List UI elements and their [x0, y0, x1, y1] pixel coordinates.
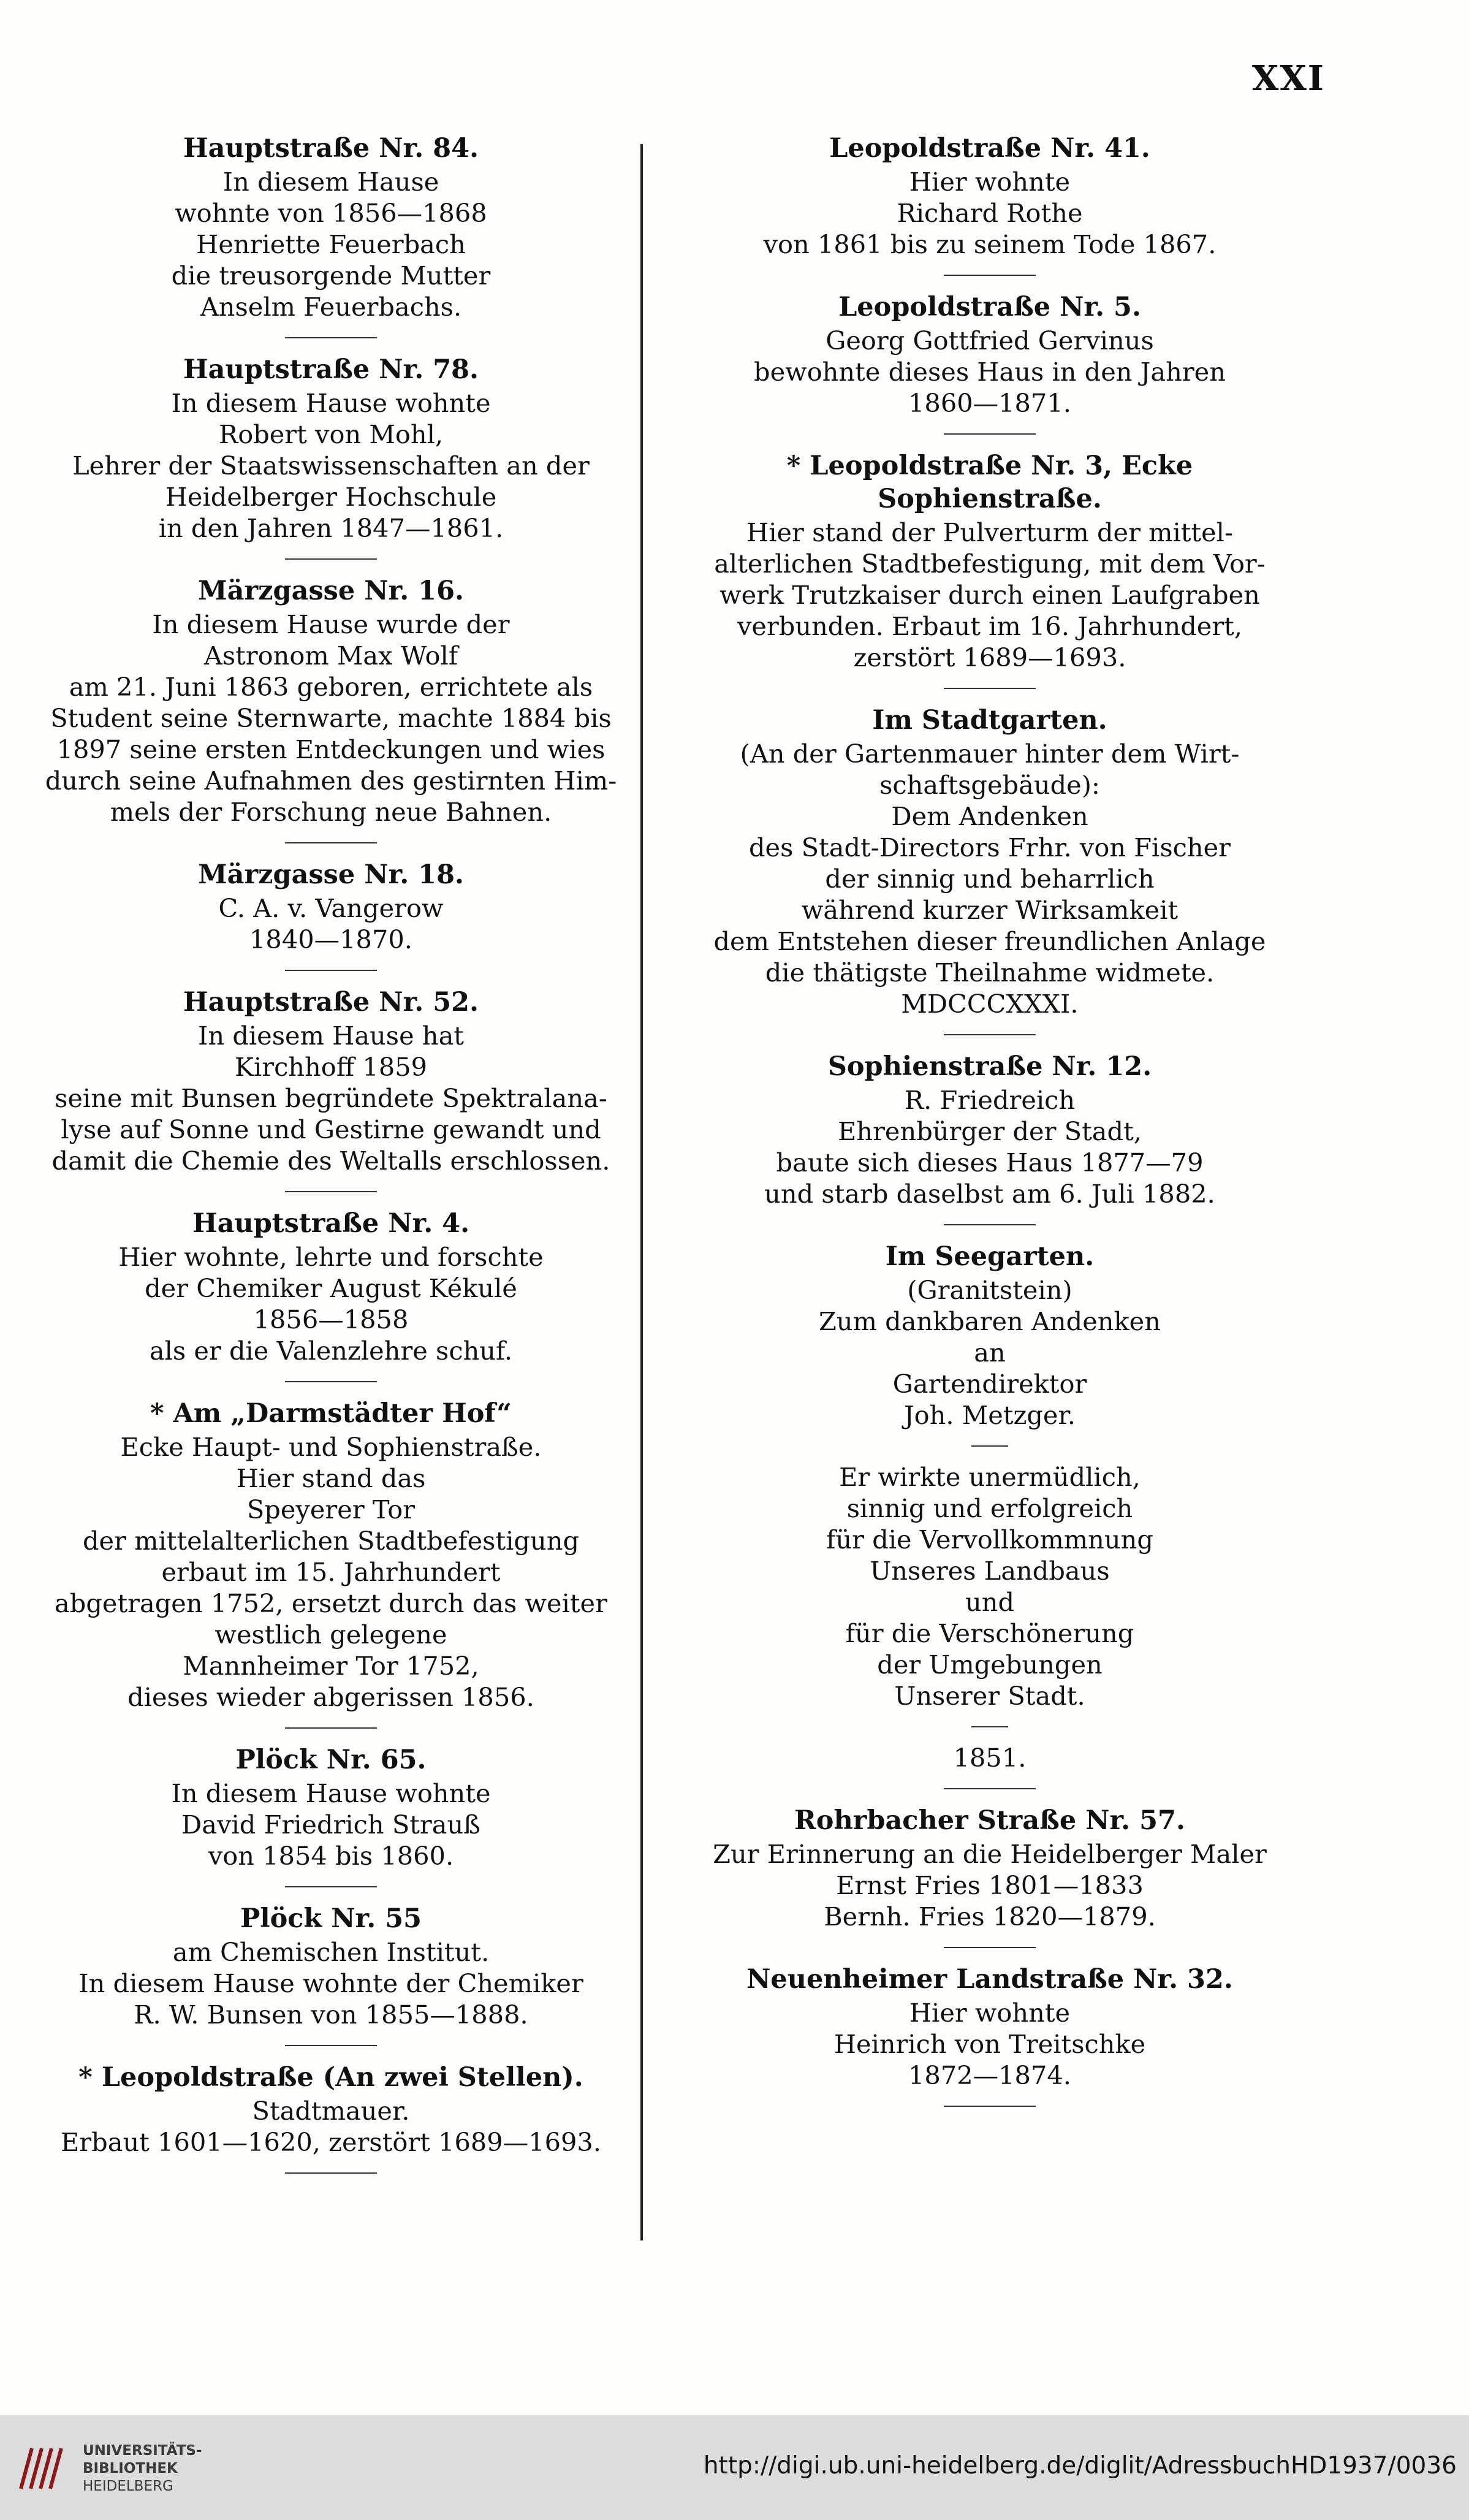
entry-separator	[944, 1788, 1036, 1789]
inscription-line: In diesem Hause wohnte	[171, 388, 491, 418]
inscription-line: In diesem Hause	[222, 167, 439, 197]
inscription-line: 1860—1871.	[908, 388, 1071, 418]
entry-separator	[944, 1224, 1036, 1225]
logo-line-3: HEIDELBERG	[83, 2478, 173, 2494]
inscription-line: Student seine Sternwarte, machte 1884 bis	[50, 703, 612, 733]
inscription-line: Joh. Metzger.	[904, 1400, 1076, 1430]
inscription-line: westlich gelegene	[214, 1620, 447, 1650]
inscription-line: seine mit Bunsen begründete Spektralana-	[55, 1083, 607, 1113]
entry-separator	[285, 970, 377, 971]
inscription-line: Richard Rothe	[897, 198, 1083, 228]
inscription-entry	[683, 291, 1296, 419]
inscription-line: durch seine Aufnahmen des gestirnten Him-	[45, 766, 617, 796]
inscription-line: als er die Valenzlehre schuf.	[149, 1336, 513, 1366]
inscription-line: Hier wohnte	[909, 1998, 1071, 2028]
inscription-line: an	[974, 1338, 1006, 1368]
entry-title: Im Stadtgarten.	[872, 705, 1107, 736]
inscription-line: zerstört 1689—1693.	[853, 642, 1126, 672]
logo-line-2: BIBLIOTHEK	[83, 2461, 178, 2476]
inscription-line: 1851.	[953, 1743, 1027, 1773]
entry-separator	[285, 2045, 377, 2046]
inscription-line: Robert von Mohl,	[218, 419, 444, 449]
entry-title: Neuenheimer Landstraße Nr. 32.	[746, 1964, 1233, 1995]
inscription-line: Er wirkte unermüdlich,	[839, 1462, 1141, 1492]
inscription-entry	[37, 1207, 625, 1366]
inscription-line: Bernh. Fries 1820—1879.	[824, 1901, 1156, 1932]
inscription-line: David Friedrich Strauß	[181, 1810, 480, 1840]
inscription-line: Astronom Max Wolf	[203, 641, 458, 671]
entry-separator	[285, 1886, 377, 1887]
library-logo-text	[83, 2442, 202, 2495]
inscription-entry	[37, 1397, 625, 1713]
entry-separator	[944, 1034, 1036, 1035]
inscription-line: verbunden. Erbaut im 16. Jahrhundert,	[737, 611, 1243, 641]
inscription-entry	[683, 704, 1296, 1019]
inscription-line: In diesem Hause wohnte	[171, 1778, 491, 1808]
inscription-line: während kurzer Wirksamkeit	[801, 895, 1179, 925]
entry-separator	[944, 1947, 1036, 1948]
inner-separator	[971, 1445, 1008, 1447]
inscription-line: Ernst Fries 1801—1833	[836, 1870, 1144, 1900]
inscription-line: und	[965, 1587, 1015, 1617]
inner-separator	[971, 1726, 1008, 1727]
inscription-line: MDCCCXXXI.	[901, 989, 1079, 1019]
inscription-line: von 1861 bis zu seinem Tode 1867.	[763, 229, 1217, 259]
inscription-line: mels der Forschung neue Bahnen.	[110, 797, 552, 827]
inscription-entry	[37, 132, 625, 322]
entry-separator	[285, 842, 377, 843]
inscription-line: die thätigste Theilnahme widmete.	[765, 957, 1215, 988]
inscription-line: 1856—1858	[253, 1304, 409, 1334]
inscription-line: erbaut im 15. Jahrhundert	[161, 1557, 501, 1587]
column-end-separator	[944, 2106, 1036, 2107]
inscription-line: werk Trutzkaiser durch einen Laufgraben	[719, 580, 1260, 610]
inscription-line: Zur Erinnerung an die Heidelberger Maler	[713, 1839, 1267, 1869]
page-number: XXI	[1251, 58, 1325, 99]
entry-title: Plöck Nr. 55	[240, 1903, 422, 1934]
entry-title: * Leopoldstraße (An zwei Stellen).	[78, 2062, 583, 2093]
inscription-line: 1840—1870.	[249, 924, 412, 954]
entry-title: * Leopoldstraße Nr. 3, Ecke Sophienstraße.	[786, 451, 1193, 514]
inscription-line: schaftsgebäude):	[879, 770, 1100, 800]
inscription-entry	[37, 2061, 625, 2158]
inscription-line: Henriette Feuerbach	[196, 229, 466, 259]
inscription-line: Dem Andenken	[891, 801, 1088, 831]
inscription-entry	[683, 1050, 1296, 1209]
inscription-line: und starb daselbst am 6. Juli 1882.	[764, 1179, 1215, 1209]
left-column	[37, 132, 625, 2188]
inscription-line: Heinrich von Treitschke	[833, 2029, 1146, 2059]
inscription-line: Stadtmauer.	[252, 2096, 410, 2126]
inscription-line: am 21. Juni 1863 geboren, errichtete als	[69, 672, 593, 702]
inscription-line: für die Vervollkommnung	[826, 1525, 1153, 1555]
inscription-entry	[37, 574, 625, 828]
inscription-line: Zum dankbaren Andenken	[819, 1306, 1161, 1336]
inscription-line: C. A. v. Vangerow	[218, 893, 444, 923]
inscription-line: Kirchhoff 1859	[234, 1052, 428, 1082]
entry-title: Hauptstraße Nr. 84.	[183, 133, 479, 164]
inscription-line: der mittelalterlichen Stadtbefestigung	[82, 1526, 580, 1556]
inscription-line: der Chemiker August Kékulé	[145, 1273, 517, 1303]
entry-title: Plöck Nr. 65.	[235, 1745, 427, 1775]
inscription-line: lyse auf Sonne und Gestirne gewandt und	[61, 1114, 601, 1144]
inscription-line: dieses wieder abgerissen 1856.	[127, 1682, 534, 1712]
inscription-entry	[683, 1804, 1296, 1932]
inscription-line: Anselm Feuerbachs.	[200, 292, 462, 322]
inscription-entry	[37, 858, 625, 955]
university-library-logo-icon	[13, 2440, 70, 2496]
entry-title: Sophienstraße Nr. 12.	[827, 1051, 1152, 1082]
inscription-line: von 1854 bis 1860.	[208, 1841, 454, 1871]
inscription-entry	[37, 1902, 625, 2030]
inscription-line: in den Jahren 1847—1861.	[158, 513, 504, 543]
column-divider	[640, 144, 643, 2240]
entry-title: Rohrbacher Straße Nr. 57.	[794, 1805, 1185, 1836]
entry-title: Märzgasse Nr. 16.	[198, 576, 464, 606]
entry-title: Hauptstraße Nr. 4.	[192, 1208, 470, 1239]
entry-title: Hauptstraße Nr. 78.	[183, 354, 479, 385]
inscription-line: der sinnig und beharrlich	[825, 864, 1155, 894]
inscription-line: 1872—1874.	[908, 2060, 1071, 2090]
inscription-line: Mannheimer Tor 1752,	[183, 1651, 479, 1681]
inscription-line: Erbaut 1601—1620, zerstört 1689—1693.	[61, 2127, 601, 2157]
inscription-line: Hier wohnte	[909, 167, 1071, 197]
inscription-line: abgetragen 1752, ersetzt durch das weiter	[55, 1588, 607, 1618]
entry-separator	[285, 558, 377, 560]
inscription-line: Ehrenbürger der Stadt,	[838, 1116, 1142, 1146]
entry-title: Leopoldstraße Nr. 41.	[829, 133, 1150, 164]
entry-separator	[944, 275, 1036, 276]
inscription-line: Ecke Haupt- und Sophienstraße.	[120, 1432, 542, 1462]
entry-title: * Am „Darmstädter Hof“	[150, 1398, 512, 1429]
inscription-entry	[37, 986, 625, 1176]
inscription-line: die treusorgende Mutter	[171, 261, 491, 291]
inscription-line: für die Verschönerung	[845, 1618, 1134, 1648]
entry-separator	[285, 1727, 377, 1729]
entry-title: Hauptstraße Nr. 52.	[183, 987, 479, 1018]
inscription-line: damit die Chemie des Weltalls erschlossen.	[51, 1146, 610, 1176]
column-end-separator	[285, 2172, 377, 2174]
inscription-entry	[37, 353, 625, 544]
inscription-line: des Stadt-Directors Frhr. von Fischer	[748, 832, 1231, 862]
entry-title: Leopoldstraße Nr. 5.	[838, 292, 1141, 322]
inscription-line: am Chemischen Institut.	[172, 1937, 490, 1967]
inscription-line: 1897 seine ersten Entdeckungen und wies	[56, 734, 605, 764]
inscription-line: wohnte von 1856—1868	[175, 198, 487, 228]
inscription-line: Hier stand der Pulverturm der mittel-	[746, 517, 1233, 547]
inscription-line: Speyerer Tor	[246, 1494, 416, 1525]
entry-separator	[944, 688, 1036, 689]
entry-separator	[285, 337, 377, 338]
inscription-line: sinnig und erfolgreich	[846, 1493, 1133, 1523]
inscription-line: R. W. Bunsen von 1855—1888.	[134, 2000, 528, 2030]
inscription-line: dem Entstehen dieser freundlichen Anlage	[713, 926, 1266, 956]
inscription-line: baute sich dieses Haus 1877—79	[776, 1148, 1204, 1178]
inscription-line: Unserer Stadt.	[894, 1681, 1085, 1711]
inscription-line: Unseres Landbaus	[870, 1556, 1110, 1586]
entry-separator	[285, 1191, 377, 1192]
inscription-line: In diesem Hause wurde der	[152, 609, 510, 639]
entry-title: Märzgasse Nr. 18.	[198, 859, 464, 890]
inscription-entry	[683, 132, 1296, 260]
inscription-entry	[683, 449, 1296, 673]
inscription-line: In diesem Hause hat	[198, 1021, 464, 1051]
inscription-line: Lehrer der Staatswissenschaften an der	[72, 451, 590, 481]
entry-separator	[944, 433, 1036, 435]
right-column	[683, 132, 1296, 2122]
inscription-line: alterlichen Stadtbefestigung, mit dem Vor-	[714, 549, 1266, 579]
inscription-line: In diesem Hause wohnte der Chemiker	[78, 1968, 583, 1998]
logo-line-1: UNIVERSITÄTS-	[83, 2443, 202, 2459]
inscription-line: Hier wohnte, lehrte und forschte	[118, 1242, 544, 1272]
inscription-line: (An der Gartenmauer hinter dem Wirt-	[740, 739, 1240, 769]
inscription-line: Gartendirektor	[892, 1369, 1087, 1399]
inscription-line: Heidelberger Hochschule	[165, 482, 497, 512]
entry-title: Im Seegarten.	[885, 1241, 1095, 1272]
inscription-line: (Granitstein)	[907, 1275, 1072, 1305]
inscription-entry	[683, 1963, 1296, 2091]
inscription-line: bewohnte dieses Haus in den Jahren	[754, 357, 1226, 387]
inscription-line: der Umgebungen	[877, 1650, 1103, 1680]
viewer-footer	[0, 2415, 1469, 2520]
inscription-line: R. Friedreich	[904, 1085, 1076, 1115]
inscription-line: Georg Gottfried Gervinus	[826, 325, 1154, 356]
inscription-line: Hier stand das	[236, 1463, 426, 1493]
inscription-entry	[683, 1240, 1296, 1773]
inscription-entry	[37, 1743, 625, 1871]
source-url-link[interactable]: http://digi.ub.uni-heidelberg.de/diglit/AdressbuchHD1937/0036	[703, 2452, 1457, 2480]
entry-separator	[285, 1381, 377, 1382]
